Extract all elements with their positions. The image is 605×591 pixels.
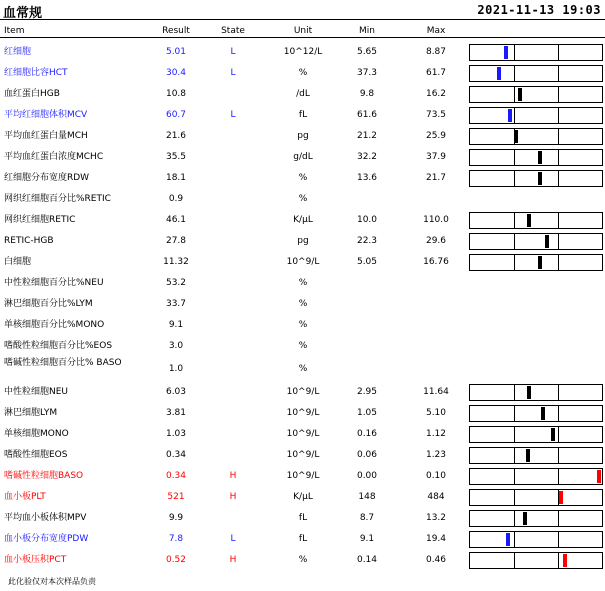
row-item: 中性粒细胞百分比%NEU	[4, 278, 104, 288]
table-row	[0, 189, 605, 210]
range-bar-marker	[597, 470, 601, 483]
table-row	[0, 168, 605, 189]
range-bar-min-line	[514, 427, 515, 442]
table-row	[0, 466, 605, 487]
row-max: 61.7	[425, 68, 447, 78]
table-row	[0, 508, 605, 529]
row-unit: pg	[297, 131, 309, 141]
row-item: RETIC-HGB	[4, 236, 54, 246]
table-row	[0, 424, 605, 445]
row-min: 0.14	[356, 555, 378, 565]
row-result: 521	[167, 492, 185, 502]
range-bar	[469, 212, 603, 229]
range-bar	[469, 233, 603, 250]
range-bar-max-line	[558, 66, 559, 81]
range-bar-min-line	[514, 108, 515, 123]
row-unit: fL	[298, 534, 308, 544]
row-max: 8.87	[425, 47, 447, 57]
row-min: 2.95	[356, 387, 378, 397]
row-item: 嗜酸性细胞EOS	[4, 450, 68, 460]
row-result: 6.03	[165, 387, 187, 397]
range-bar-max-line	[558, 234, 559, 249]
range-bar-max-line	[558, 129, 559, 144]
range-bar-min-line	[514, 150, 515, 165]
row-min: 5.05	[356, 257, 378, 267]
row-unit: %	[298, 278, 308, 288]
row-state: H	[229, 555, 237, 565]
range-bar-max-line	[558, 171, 559, 186]
row-item: 红细胞比容HCT	[4, 68, 68, 78]
row-max: 5.10	[425, 408, 447, 418]
row-item: 平均血红蛋白浓度MCHC	[4, 152, 104, 162]
range-bar	[469, 107, 603, 124]
header-max: Max	[426, 26, 446, 36]
table-row	[0, 147, 605, 168]
row-item: 淋巴细胞LYM	[4, 408, 58, 418]
row-item: 平均红细胞体积MCV	[4, 110, 88, 120]
range-bar-marker	[538, 151, 542, 164]
range-bar-max-line	[558, 532, 559, 547]
row-result: 18.1	[165, 173, 187, 183]
range-bar-marker	[506, 533, 510, 546]
row-min: 37.3	[356, 68, 378, 78]
range-bar-min-line	[514, 234, 515, 249]
row-min: 0.00	[356, 471, 378, 481]
table-row	[0, 294, 605, 315]
row-unit: 10^9/L	[286, 429, 320, 439]
row-result: 0.34	[165, 450, 187, 460]
report-datetime: 2021-11-13 19:03	[477, 3, 601, 17]
row-max: 0.46	[425, 555, 447, 565]
table-row	[0, 210, 605, 231]
range-bar-marker	[508, 109, 512, 122]
table-row	[0, 445, 605, 466]
header-state: State	[221, 26, 245, 36]
row-result: 33.7	[165, 299, 187, 309]
row-result: 60.7	[165, 110, 187, 120]
row-unit: %	[298, 68, 308, 78]
table-row	[0, 42, 605, 63]
row-item: 红细胞分布宽度RDW	[4, 173, 90, 183]
range-bar-min-line	[514, 385, 515, 400]
row-max: 16.2	[425, 89, 447, 99]
row-unit: 10^9/L	[286, 450, 320, 460]
row-max: 21.7	[425, 173, 447, 183]
range-bar-min-line	[514, 45, 515, 60]
range-bar-max-line	[558, 427, 559, 442]
range-bar-marker	[541, 407, 545, 420]
row-item: 中性粒细胞NEU	[4, 387, 69, 397]
row-result: 3.81	[165, 408, 187, 418]
table-row	[0, 403, 605, 424]
range-bar-max-line	[558, 150, 559, 165]
row-item: 嗜碱性粒细胞百分比% BASO	[4, 358, 122, 368]
range-bar-marker	[518, 88, 522, 101]
range-bar-max-line	[558, 213, 559, 228]
row-min: 5.65	[356, 47, 378, 57]
row-max: 25.9	[425, 131, 447, 141]
range-bar-marker	[523, 512, 527, 525]
range-bar	[469, 384, 603, 401]
row-item: 血红蛋白HGB	[4, 89, 60, 99]
range-bar-max-line	[558, 448, 559, 463]
row-unit: g/dL	[293, 152, 313, 162]
table-row	[0, 126, 605, 147]
row-max: 73.5	[425, 110, 447, 120]
header-result: Result	[162, 26, 190, 36]
row-unit: fL	[298, 513, 308, 523]
range-bar-min-line	[514, 448, 515, 463]
row-result: 7.8	[168, 534, 184, 544]
range-bar-marker	[526, 449, 530, 462]
row-state: L	[230, 68, 236, 78]
table-row	[0, 315, 605, 336]
table-row	[0, 84, 605, 105]
table-row	[0, 529, 605, 550]
row-min: 9.8	[359, 89, 375, 99]
range-bar-marker	[504, 46, 508, 59]
row-item: 嗜酸性粒细胞百分比%EOS	[4, 341, 113, 351]
row-result: 0.9	[168, 194, 184, 204]
range-bar	[469, 552, 603, 569]
row-item: 血小板压积PCT	[4, 555, 67, 565]
row-item: 白细胞	[4, 257, 32, 267]
range-bar	[469, 254, 603, 271]
range-bar-marker	[559, 491, 563, 504]
range-bar	[469, 405, 603, 422]
row-result: 30.4	[165, 68, 187, 78]
row-min: 148	[358, 492, 376, 502]
row-min: 8.7	[359, 513, 375, 523]
row-min: 21.2	[356, 131, 378, 141]
table-row	[0, 336, 605, 357]
row-item: 血小板PLT	[4, 492, 46, 502]
row-min: 13.6	[356, 173, 378, 183]
range-bar-min-line	[514, 532, 515, 547]
row-min: 22.3	[356, 236, 378, 246]
row-min: 1.05	[356, 408, 378, 418]
row-result: 10.8	[165, 89, 187, 99]
table-header	[0, 24, 605, 38]
row-state: H	[229, 492, 237, 502]
row-unit: %	[298, 173, 308, 183]
row-unit: pg	[297, 236, 309, 246]
row-result: 0.52	[165, 555, 187, 565]
range-bar-marker	[551, 428, 555, 441]
range-bar	[469, 531, 603, 548]
row-min: 0.16	[356, 429, 378, 439]
range-bar-min-line	[514, 66, 515, 81]
range-bar-max-line	[558, 511, 559, 526]
row-item: 单核细胞MONO	[4, 429, 69, 439]
range-bar-marker	[545, 235, 549, 248]
range-bar	[469, 489, 603, 506]
range-bar-min-line	[514, 213, 515, 228]
footer-note: 此化验仅对本次样品负责	[8, 577, 96, 586]
header-min: Min	[359, 26, 375, 36]
row-max: 16.76	[423, 257, 449, 267]
row-unit: %	[298, 194, 308, 204]
range-bar-max-line	[558, 406, 559, 421]
row-unit: fL	[298, 110, 308, 120]
range-bar-max-line	[558, 45, 559, 60]
table-row	[0, 357, 605, 382]
range-bar-max-line	[558, 469, 559, 484]
table-row	[0, 231, 605, 252]
table-row	[0, 487, 605, 508]
row-item: 红细胞	[4, 47, 32, 57]
row-unit: %	[298, 320, 308, 330]
range-bar-min-line	[514, 171, 515, 186]
row-item: 血小板分布宽度PDW	[4, 534, 89, 544]
row-item: 淋巴细胞百分比%LYM	[4, 299, 93, 309]
range-bar-min-line	[514, 255, 515, 270]
row-max: 13.2	[425, 513, 447, 523]
range-bar-max-line	[558, 87, 559, 102]
range-bar-min-line	[514, 490, 515, 505]
row-max: 19.4	[425, 534, 447, 544]
range-bar-marker	[538, 172, 542, 185]
row-unit: 10^12/L	[283, 47, 323, 57]
table-row	[0, 382, 605, 403]
row-result: 9.9	[168, 513, 184, 523]
row-max: 484	[427, 492, 445, 502]
row-max: 110.0	[423, 215, 449, 225]
range-bar-marker	[538, 256, 542, 269]
range-bar-marker	[527, 386, 531, 399]
range-bar-min-line	[514, 406, 515, 421]
header-unit: Unit	[293, 26, 313, 36]
row-result: 11.32	[163, 257, 189, 267]
range-bar-min-line	[514, 553, 515, 568]
row-min: 0.06	[356, 450, 378, 460]
range-bar-min-line	[514, 469, 515, 484]
row-unit: %	[298, 299, 308, 309]
row-max: 37.9	[425, 152, 447, 162]
row-unit: K/μL	[293, 215, 313, 225]
row-result: 3.0	[168, 341, 184, 351]
row-max: 29.6	[425, 236, 447, 246]
row-min: 9.1	[359, 534, 375, 544]
header-item: Item	[4, 26, 25, 36]
row-max: 1.23	[425, 450, 447, 460]
range-bar	[469, 44, 603, 61]
table-row	[0, 550, 605, 571]
row-unit: 10^9/L	[286, 471, 320, 481]
row-unit: K/μL	[293, 492, 313, 502]
row-result: 53.2	[165, 278, 187, 288]
range-bar	[469, 128, 603, 145]
range-bar	[469, 510, 603, 527]
range-bar	[469, 447, 603, 464]
row-item: 网织红细胞百分比%RETIC	[4, 194, 111, 204]
range-bar-marker	[527, 214, 531, 227]
row-item: 网织红细胞RETIC	[4, 215, 76, 225]
row-result: 46.1	[165, 215, 187, 225]
row-max: 1.12	[425, 429, 447, 439]
table-row	[0, 252, 605, 273]
table-row	[0, 63, 605, 84]
range-bar	[469, 170, 603, 187]
range-bar-max-line	[558, 385, 559, 400]
row-result: 0.34	[165, 471, 187, 481]
range-bar-min-line	[514, 87, 515, 102]
row-result: 1.0	[168, 364, 184, 374]
range-bar	[469, 149, 603, 166]
row-unit: 10^9/L	[286, 257, 320, 267]
row-result: 5.01	[165, 47, 187, 57]
table-row	[0, 273, 605, 294]
row-state: L	[230, 110, 236, 120]
row-state: H	[229, 471, 237, 481]
table-row	[0, 105, 605, 126]
row-unit: 10^9/L	[286, 387, 320, 397]
row-item: 平均血红蛋白量MCH	[4, 131, 88, 141]
row-max: 0.10	[425, 471, 447, 481]
range-bar-max-line	[558, 255, 559, 270]
range-bar	[469, 426, 603, 443]
range-bar-min-line	[514, 511, 515, 526]
row-item: 嗜碱性粒细胞BASO	[4, 471, 84, 481]
row-result: 1.03	[165, 429, 187, 439]
row-result: 35.5	[165, 152, 187, 162]
row-unit: /dL	[296, 89, 310, 99]
range-bar	[469, 468, 603, 485]
title-bar	[0, 0, 605, 20]
row-unit: %	[298, 341, 308, 351]
row-item: 单核细胞百分比%MONO	[4, 320, 105, 330]
range-bar	[469, 65, 603, 82]
row-result: 21.6	[165, 131, 187, 141]
row-min: 32.2	[356, 152, 378, 162]
range-bar-max-line	[558, 553, 559, 568]
row-state: L	[230, 47, 236, 57]
page-title: 血常规	[3, 6, 43, 21]
row-result: 27.8	[165, 236, 187, 246]
row-min: 61.6	[356, 110, 378, 120]
row-min: 10.0	[356, 215, 378, 225]
row-state: L	[230, 534, 236, 544]
range-bar	[469, 86, 603, 103]
row-unit: %	[298, 555, 308, 565]
row-max: 11.64	[423, 387, 449, 397]
row-unit: %	[298, 364, 308, 374]
row-item: 平均血小板体积MPV	[4, 513, 87, 523]
range-bar-marker	[514, 130, 518, 143]
row-result: 9.1	[168, 320, 184, 330]
range-bar-marker	[563, 554, 567, 567]
range-bar-max-line	[558, 108, 559, 123]
range-bar-marker	[497, 67, 501, 80]
row-unit: 10^9/L	[286, 408, 320, 418]
